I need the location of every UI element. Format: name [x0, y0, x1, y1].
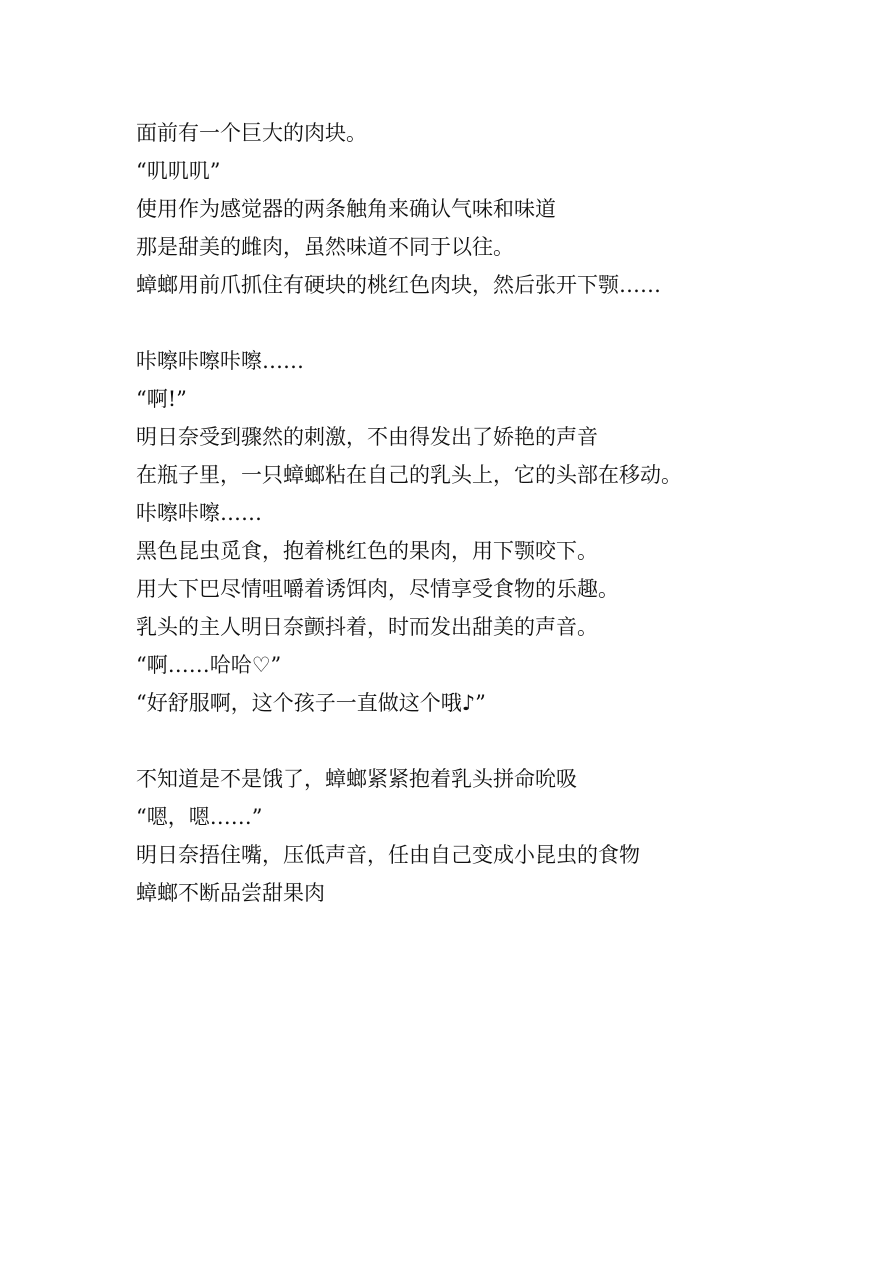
paragraph-3	[136, 760, 876, 912]
text-line: 咔嚓咔嚓咔嚓……	[136, 349, 304, 373]
text-line: “好舒服啊，这个孩子一直做这个哦♪”	[136, 691, 486, 715]
text-line: 用大下巴尽情咀嚼着诱饵肉，尽情享受食物的乐趣。	[136, 577, 619, 601]
paragraph-gap	[136, 304, 876, 342]
text-line: 不知道是不是饿了，蟑螂紧紧抱着乳头拼命吮吸	[136, 767, 577, 791]
text-line: 面前有一个巨大的肉块。	[136, 121, 367, 145]
text-line: 在瓶子里，一只蟑螂粘在自己的乳头上，它的头部在移动。	[136, 463, 682, 487]
text-line: 明日奈受到骤然的刺激，不由得发出了娇艳的声音	[136, 425, 598, 449]
text-line: 咔嚓咔嚓……	[136, 501, 262, 525]
text-line: “啊!”	[136, 387, 187, 411]
text-line: “嗯，嗯……”	[136, 805, 263, 829]
paragraph-2	[136, 342, 876, 722]
document-body	[136, 114, 876, 912]
text-line: 使用作为感觉器的两条触角来确认气味和味道	[136, 197, 556, 221]
paragraph-1	[136, 114, 876, 304]
text-line: 乳头的主人明日奈颤抖着，时而发出甜美的声音。	[136, 615, 598, 639]
text-line: 蟑螂不断品尝甜果肉	[136, 881, 325, 905]
text-line: 黑色昆虫觅食，抱着桃红色的果肉，用下颚咬下。	[136, 539, 598, 563]
text-line: “叽叽叽”	[136, 159, 221, 183]
paragraph-gap	[136, 722, 876, 760]
text-line: 那是甜美的雌肉，虽然味道不同于以往。	[136, 235, 514, 259]
text-line: “啊……哈哈♡”	[136, 653, 282, 677]
text-line: 明日奈捂住嘴，压低声音，任由自己变成小昆虫的食物	[136, 843, 640, 867]
text-line: 蟑螂用前爪抓住有硬块的桃红色肉块，然后张开下颚……	[136, 273, 661, 297]
